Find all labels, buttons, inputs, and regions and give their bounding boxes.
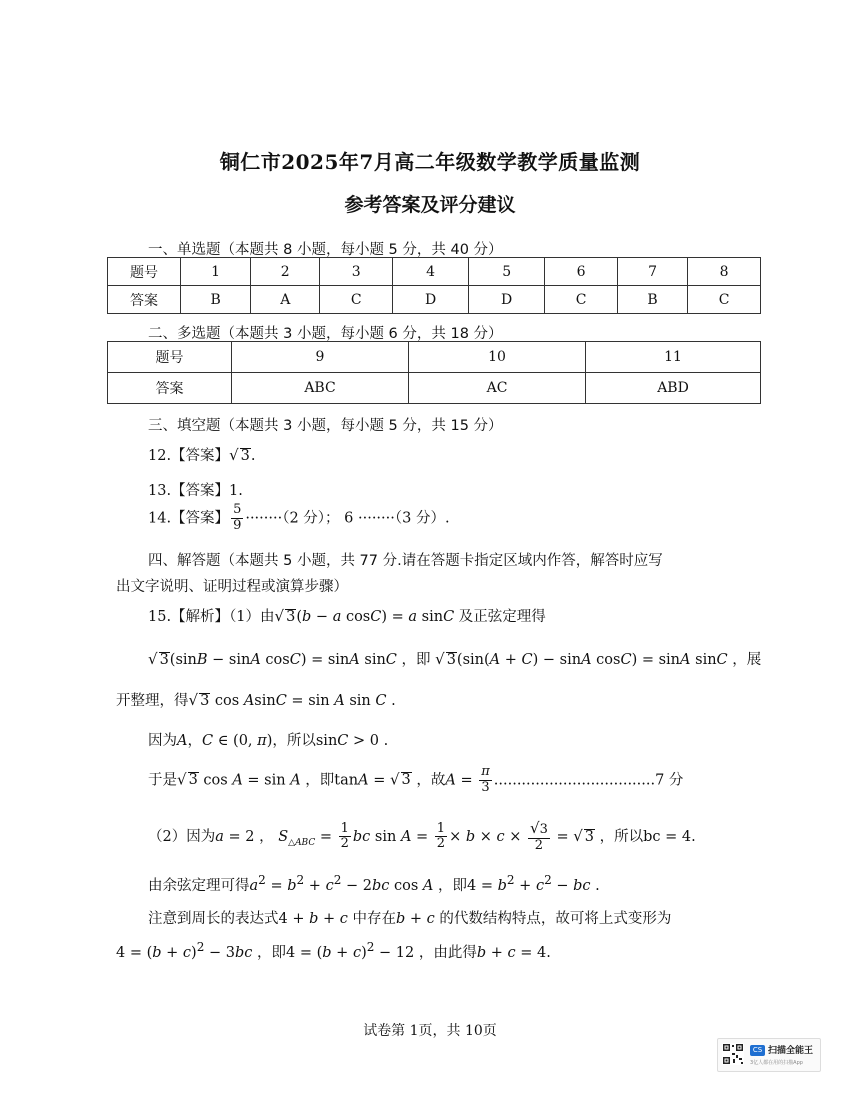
- table-cell: B: [181, 286, 251, 314]
- scanner-slogan: 3亿人都在用的扫描App: [750, 1060, 803, 1066]
- section1-heading: 一、单选题（本题共 8 小题，每小题 5 分，共 40 分）: [148, 242, 503, 258]
- q15-line6: （2）因为a = 2 ， $S_{\triangle ABC}$ = $\frac{1}{2}$ bc sin A = $\frac{1}{2}$ × b × c × $\frac{√3}{2}$ = √ 3 ，所以bc = 4.: [148, 819, 696, 853]
- table-cell: 5: [469, 258, 545, 286]
- table-cell: B: [617, 286, 687, 314]
- table-cell: C: [320, 286, 393, 314]
- answer-14: [148, 503, 450, 534]
- table-cell: ABC: [232, 373, 409, 404]
- q15-line1: 15.【解析】（1）由√ 3(b − a cosC) = a sinC 及正弦定理得: [148, 607, 546, 625]
- page-footer: 试卷第 1页，共 10页: [363, 1023, 497, 1039]
- table-row: [108, 286, 761, 314]
- q15-line4: 因为A，C ∈ (0, π)，所以sinC > 0 .: [148, 733, 389, 749]
- row-label-question-number: 题号: [108, 342, 232, 373]
- section4-heading-line1: 四、解答题（本题共 5 小题，共 77 分.请在答题卡指定区域内作答，解答时应写: [148, 553, 663, 569]
- table-cell: D: [469, 286, 545, 314]
- table-cell: D: [393, 286, 469, 314]
- table-row: [108, 258, 761, 286]
- q15-label: 15.【解析】: [148, 609, 230, 625]
- q15-line9: $4 = (b + c)^2 - 3bc$ ，即$4 = (b + c)^2 - 12$ ，由此得b + c = 4.: [116, 940, 551, 961]
- table-cell: A: [251, 286, 320, 314]
- answer-14-label: 14.【答案】: [148, 510, 230, 527]
- score-7-points: ...................................7 分: [493, 772, 684, 789]
- q15-line3: 开整理，得√ 3 cos AsinC = sin A sin C .: [116, 691, 396, 709]
- row-label-question-number: 题号: [108, 258, 181, 286]
- table-cell: 3: [320, 258, 393, 286]
- table-cell: 2: [251, 258, 320, 286]
- table-cell: C: [545, 286, 618, 314]
- table-cell: 10: [409, 342, 586, 373]
- answer-14-rest: ········（2 分）； 6 ········（3 分）.: [245, 510, 450, 527]
- q15-line7: 由余弦定理可得$a^2 = b^2 + c^2 - 2bc$ cos A ，即$4 = b^2 + c^2$ − bc .: [148, 873, 600, 894]
- page-title: 铜仁市2025年7月高二年级数学教学质量监测: [219, 150, 641, 174]
- table-cell: ABD: [586, 373, 761, 404]
- section2-heading: 二、多选题（本题共 3 小题，每小题 6 分，共 18 分）: [148, 326, 503, 342]
- table-cell: 4: [393, 258, 469, 286]
- cs-logo-icon: CS: [750, 1045, 765, 1056]
- q15-line8: 注意到周长的表达式4 + b + c 中存在b + c 的代数结构特点，故可将上式变形为: [148, 911, 672, 927]
- table-cell: 1: [181, 258, 251, 286]
- scanner-brand: 扫描全能王: [768, 1046, 814, 1056]
- answer-14-fraction: $\frac{5}{9}$: [233, 502, 242, 533]
- table-cell: 11: [586, 342, 761, 373]
- table-row: [108, 373, 761, 404]
- multi-choice-answer-table: [107, 341, 761, 404]
- table-cell: C: [688, 286, 761, 314]
- section4-heading-line2: 出文字说明、证明过程或演算步骤）: [116, 579, 348, 595]
- table-row: [108, 342, 761, 373]
- q15-line5: 于是√ 3 cos A = sin A ，即tanA = √ 3 ，故A = $\frac{\pi}{3}$ ...................................7 分: [148, 764, 684, 795]
- page-subtitle: 参考答案及评分建议: [344, 194, 516, 216]
- answer-12-radicand: 3: [240, 448, 250, 464]
- qr-code-icon: [722, 1043, 744, 1065]
- answer-12: 12.【答案】√ 3.: [148, 446, 256, 464]
- row-label-answer: 答案: [108, 286, 181, 314]
- row-label-answer: 答案: [108, 373, 232, 404]
- table-cell: 8: [688, 258, 761, 286]
- answer-12-label: 12.【答案】: [148, 448, 230, 464]
- table-cell: AC: [409, 373, 586, 404]
- section3-heading: 三、填空题（本题共 3 小题，每小题 5 分，共 15 分）: [148, 418, 503, 434]
- table-cell: 7: [617, 258, 687, 286]
- table-cell: 9: [232, 342, 409, 373]
- single-choice-answer-table: [107, 257, 761, 314]
- answer-13: 13.【答案】1.: [148, 483, 243, 499]
- q15-line2: √ 3(sinB − sinA cosC) = sinA sinC ，即 √ 3(sin(A + C) − sinA cosC) = sinA sinC ，展: [148, 650, 762, 668]
- table-cell: 6: [545, 258, 618, 286]
